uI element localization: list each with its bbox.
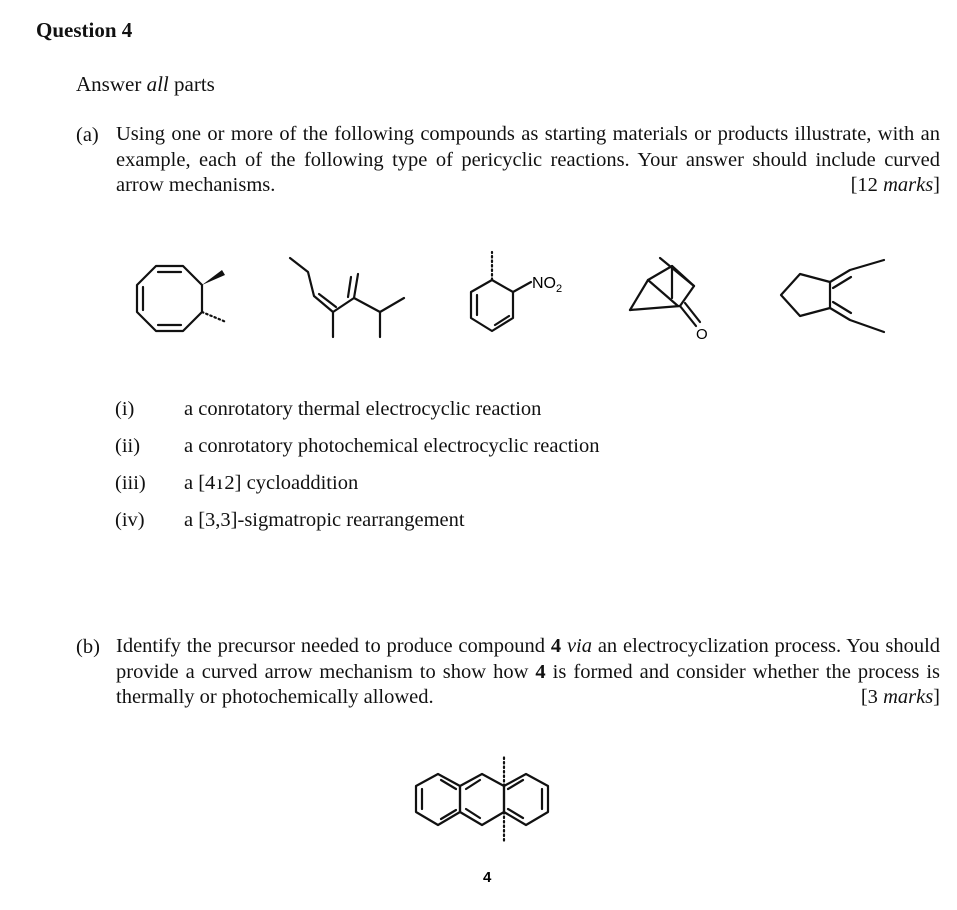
instruction: Answer all parts [76, 72, 215, 96]
ketone-oxygen-label: O [696, 326, 708, 343]
part-b-label: (b) [76, 636, 100, 658]
item-iii-label: (iii) [115, 472, 146, 494]
nitro-label: $NO_2$ [532, 275, 563, 295]
acyclic-triene-structure [290, 258, 404, 337]
item-i-label: (i) [115, 398, 135, 420]
part-a-structures [0, 240, 957, 350]
cyclooctatriene-structure [137, 266, 226, 331]
part-a-text: Using one or more of the following compounds as starting materials or products illustrate, with an example, each of the following type of pericyclic reactions. Your answer should include curved arrow mechanisms. [116, 123, 940, 196]
part-b-text: Identify the precursor needed to produce compound 4 via an electrocyclization process. You should provide a curved arrow mechanism to show how 4 is formed and consider whether the process is thermally or photochemically allowed. [116, 635, 941, 708]
item-ii-text: a conrotatory photochemical electrocyclic reaction [184, 435, 600, 457]
part-b-marks: [3 marks] [860, 686, 940, 708]
bicyclic-ketone-structure [630, 258, 708, 343]
part-a-label: (a) [76, 124, 99, 146]
compound-4-structure [400, 750, 580, 895]
item-iii-text: a [4 ı 2] cycloaddition [184, 472, 359, 494]
nitro-cyclohexadiene-structure [471, 252, 562, 331]
item-ii-label: (ii) [115, 435, 141, 457]
cyclopentane-diene-structure [781, 260, 884, 332]
part-a-marks: [12 marks] [850, 174, 940, 196]
item-iv-label: (iv) [115, 509, 145, 531]
item-iv-text: a [3,3]-sigmatropic rearrangement [184, 509, 465, 531]
item-i-text: a conrotatory thermal electrocyclic reaction [184, 398, 542, 420]
compound-4-label: 4 [483, 869, 492, 886]
question-title: Question 4 [36, 18, 133, 42]
